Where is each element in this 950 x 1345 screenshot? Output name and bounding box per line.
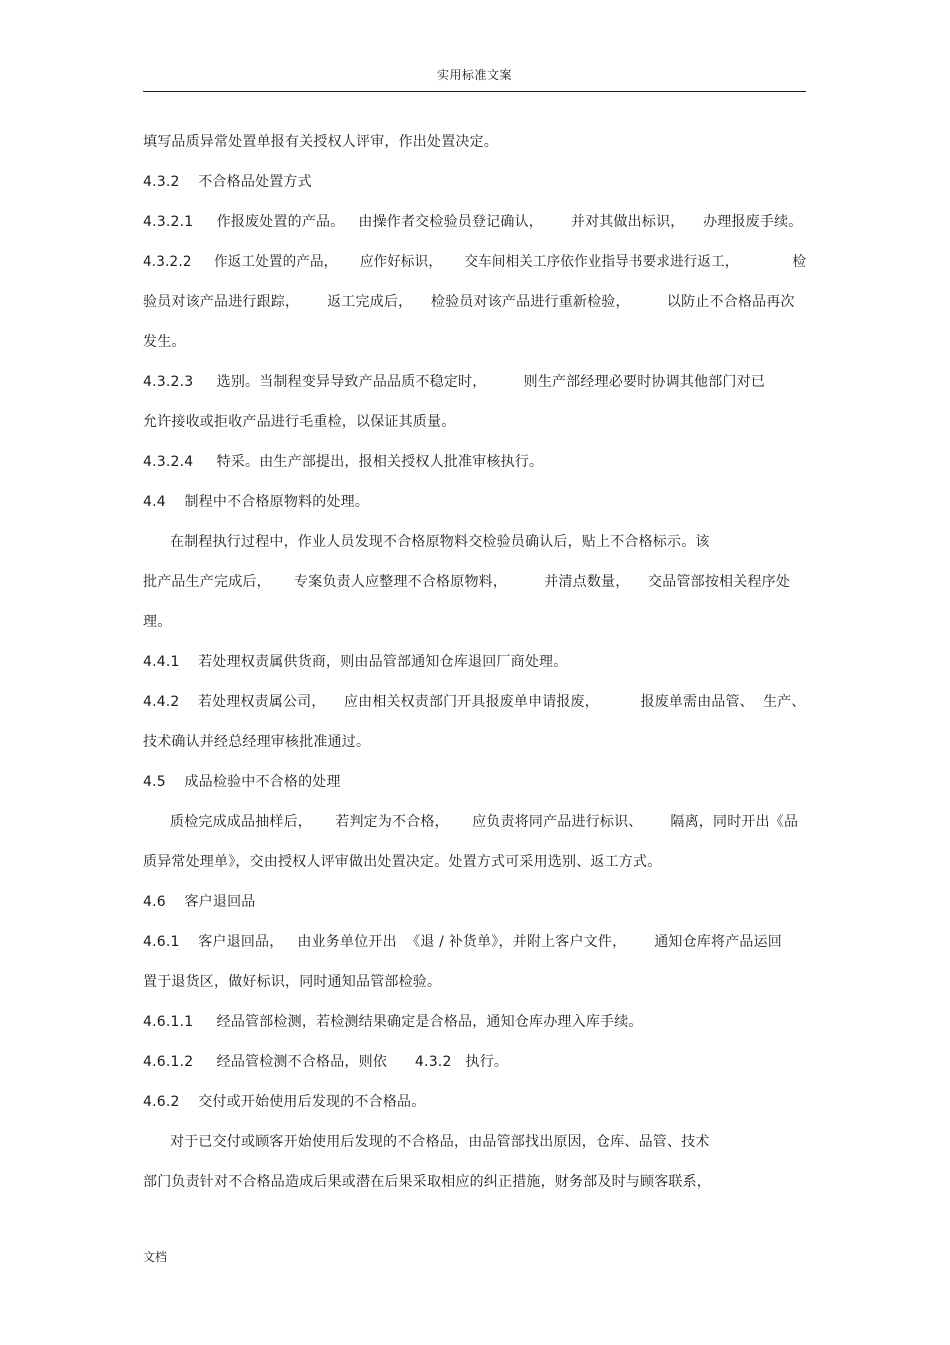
text-line: 4.4.1 若处理权责属供货商，则由品管部通知仓库退回厂商处理。 bbox=[143, 654, 568, 670]
text-line: 4.3.2.4 特采。由生产部提出，报相关授权人批准审核执行。 bbox=[143, 454, 544, 470]
text-line: 4.3.2.3 选别。当制程变异导致产品品质不稳定时， 则生产部经理必要时协调其他部门对已 bbox=[143, 374, 766, 390]
text-line: 4.6.1 客户退回品， 由业务单位开出 《退 / 补货单》，并附上客户文件， 通知仓库将产品运回 bbox=[143, 934, 782, 950]
page-footer-label: 文档 bbox=[143, 1250, 168, 1264]
section-heading: 4.4 制程中不合格原物料的处理。 bbox=[143, 494, 370, 510]
section-heading: 4.3.2 不合格品处置方式 bbox=[143, 174, 312, 190]
text-line: 验员对该产品进行跟踪， 返工完成后， 检验员对该产品进行重新检验， 以防止不合格品再次 bbox=[143, 294, 795, 310]
text-line: 4.4.2 若处理权责属公司， 应由相关权责部门开具报废单申请报废， 报废单需由品管、 生产、 bbox=[143, 694, 806, 710]
text-line: 4.6.1.2 经品管检测不合格品，则依 4.3.2 执行。 bbox=[143, 1054, 509, 1070]
text-line: 4.3.2.2 作返工处置的产品， 应作好标识， 交车间相关工序依作业指导书要求进行返工， 检 bbox=[143, 254, 807, 270]
section-heading: 4.5 成品检验中不合格的处理 bbox=[143, 774, 341, 790]
text-line: 理。 bbox=[143, 614, 172, 630]
section-heading: 4.6.2 交付或开始使用后发现的不合格品。 bbox=[143, 1094, 426, 1110]
text-line: 4.3.2.1 作报废处置的产品。 由操作者交检验员登记确认， 并对其做出标识， 办理报废手续。 bbox=[143, 214, 803, 230]
text-line: 质异常处理单》，交由授权人评审做出处置决定。处置方式可采用选别、返工方式。 bbox=[143, 854, 662, 870]
text-line: 填写品质异常处置单报有关授权人评审，作出处置决定。 bbox=[143, 134, 498, 150]
text-line: 发生。 bbox=[143, 334, 186, 350]
section-heading: 4.6 客户退回品 bbox=[143, 894, 256, 910]
text-line: 置于退货区，做好标识，同时通知品管部检验。 bbox=[143, 974, 442, 990]
text-line: 允许接收或拒收产品进行毛重检，以保证其质量。 bbox=[143, 414, 456, 430]
text-line: 质检完成成品抽样后， 若判定为不合格， 应负责将同产品进行标识、 隔离，同时开出《品 bbox=[170, 814, 799, 830]
text-line: 对于已交付或顾客开始使用后发现的不合格品，由品管部找出原因，仓库、品管、技术 bbox=[170, 1134, 710, 1150]
page-header-title: 实用标准文案 bbox=[436, 68, 512, 82]
text-line: 在制程执行过程中，作业人员发现不合格原物料交检验员确认后，贴上不合格标示。该 bbox=[170, 534, 710, 550]
text-line: 批产品生产完成后， 专案负责人应整理不合格原物料， 并清点数量， 交品管部按相关程序处 bbox=[143, 574, 791, 590]
text-line: 技术确认并经总经理审核批准通过。 bbox=[143, 734, 371, 750]
text-line: 部门负责针对不合格品造成后果或潜在后果采取相应的纠正措施，财务部及时与顾客联系， bbox=[143, 1174, 711, 1190]
text-line: 4.6.1.1 经品管部检测，若检测结果确定是合格品，通知仓库办理入库手续。 bbox=[143, 1014, 643, 1030]
